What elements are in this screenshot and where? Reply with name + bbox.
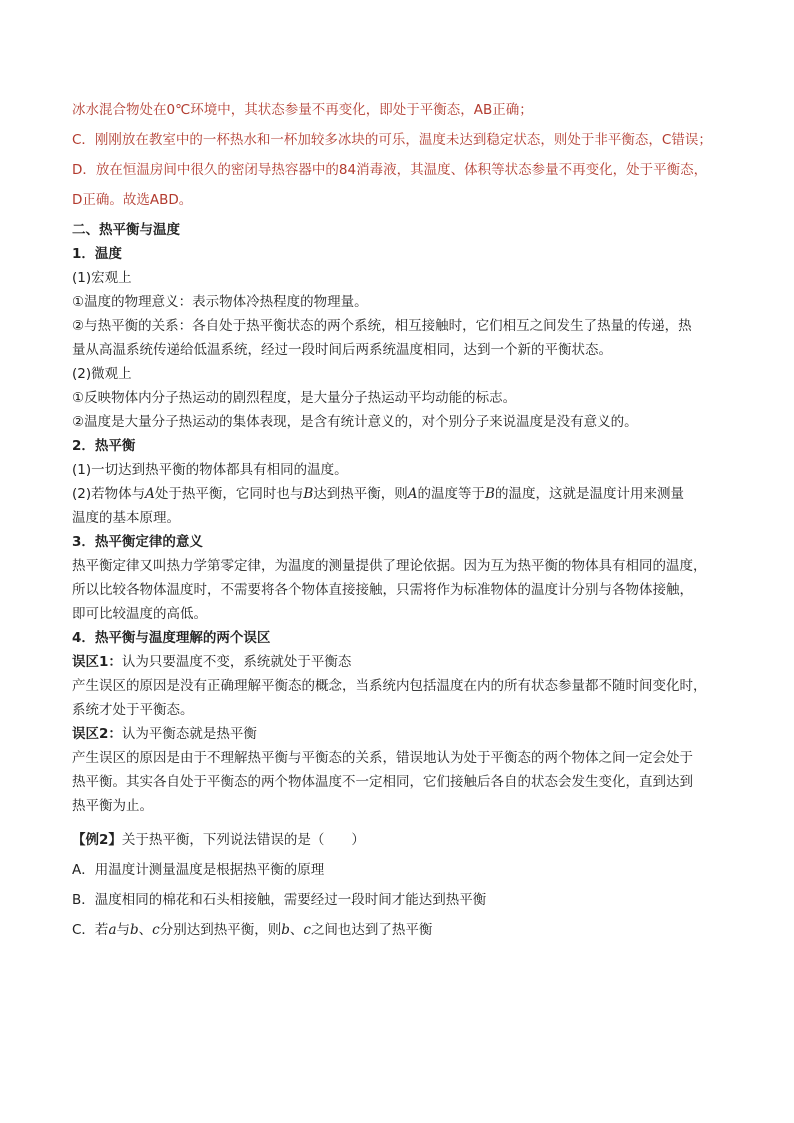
micro-point-2: ②温度是大量分子热运动的集体表现，是含有统计意义的，对个别分子来说温度是没有意义的。	[72, 414, 638, 430]
document-page	[72, 98, 722, 942]
answer-line-3: D．放在恒温房间中很久的密闭导热容器中的84消毒液，其温度、体积等状态参量不再变化，处于平衡态，	[72, 162, 708, 178]
text-fragment: 的温度等于	[417, 486, 486, 502]
law-paragraph-line-1: 热平衡定律又叫热力学第零定律，为温度的测量提供了理论依据。因为互为热平衡的物体具有相同的温度，	[72, 558, 707, 574]
misconception-2	[72, 722, 722, 746]
misconception-2-text: 认为平衡态就是热平衡	[121, 726, 257, 742]
symbol-b: B	[485, 486, 495, 502]
text-fragment: 的温度，这就是温度计用来测量	[494, 486, 684, 502]
symbol-a: A	[145, 486, 155, 502]
text-fragment: (2)若物体与	[72, 486, 146, 502]
equilibrium-point-1: (1)一切达到热平衡的物体都具有相同的温度。	[72, 462, 348, 478]
macro-point-1: ①温度的物理意义：表示物体冷热程度的物理量。	[72, 294, 368, 310]
text-fragment: 、	[289, 922, 304, 938]
answer-line-4: D正确。故选ABD。	[72, 192, 193, 208]
symbol-c: c	[152, 922, 160, 938]
text-fragment: C．若	[72, 922, 109, 938]
symbol-b: B	[303, 486, 314, 502]
text-fragment: 分别达到热平衡，则	[159, 922, 282, 938]
misconception-1-text: 认为只要温度不变，系统就处于平衡态	[121, 654, 352, 670]
text-fragment: 与	[116, 922, 130, 938]
law-paragraph-line-3: 即可比较温度的高低。	[72, 606, 207, 622]
symbol-c: c	[303, 922, 311, 938]
example-2-question	[72, 828, 722, 852]
subsection-thermal-equilibrium-title: 2．热平衡	[72, 438, 136, 454]
option-b: B．温度相同的棉花和石头相接触，需要经过一段时间才能达到热平衡	[72, 892, 487, 908]
micro-point-1: ①反映物体内分子热运动的剧烈程度，是大量分子热运动平均动能的标志。	[72, 390, 517, 406]
symbol-b: b	[130, 922, 139, 938]
symbol-b: b	[281, 922, 290, 938]
misconception-2-explain-3: 热平衡为止。	[72, 798, 153, 814]
misconception-1	[72, 650, 722, 674]
example-question-text: 关于热平衡，下列说法错误的是（ ）	[121, 832, 365, 848]
answer-line-2: C．刚刚放在教室中的一杯热水和一杯加较多冰块的可乐，温度未达到稳定状态，则处于非平衡态，C错误；	[72, 132, 712, 148]
misconception-2-explain-2: 热平衡。其实各自处于平衡态的两个物体温度不一定相同，它们接触后各自的状态会发生变化，直到达到	[72, 774, 693, 790]
subsection-misconceptions-title: 4．热平衡与温度理解的两个误区	[72, 630, 271, 646]
equilibrium-point-2a	[72, 482, 722, 506]
macro-point-2b: 量从高温系统传递给低温系统，经过一段时间后两系统温度相同，达到一个新的平衡状态。	[72, 342, 612, 358]
text-fragment: 达到热平衡，则	[313, 486, 408, 502]
text-fragment: 之间也达到了热平衡	[310, 922, 433, 938]
misconception-1-explain-1: 产生误区的原因是没有正确理解平衡态的概念，当系统内包括温度在内的所有状态参量都不随时间变化时，	[72, 678, 707, 694]
subsection-law-meaning-title: 3．热平衡定律的意义	[72, 534, 203, 550]
misconception-1-label: 误区1：	[72, 654, 122, 670]
text-fragment: 、	[138, 922, 153, 938]
misconception-1-explain-2: 系统才处于平衡态。	[72, 702, 194, 718]
symbol-a: A	[407, 486, 418, 502]
macro-point-2a: ②与热平衡的关系：各自处于热平衡状态的两个系统，相互接触时，它们相互之间发生了热量的传递，热	[72, 318, 692, 334]
text-fragment: 处于热平衡，它同时也与	[154, 486, 304, 502]
micro-label: (2)微观上	[72, 366, 132, 382]
misconception-2-label: 误区2：	[72, 726, 122, 742]
law-paragraph-line-2: 所以比较各物体温度时，不需要将各个物体直接接触，只需将作为标准物体的温度计分别与各物体接触，	[72, 582, 693, 598]
option-a: A．用温度计测量温度是根据热平衡的原理	[72, 862, 325, 878]
option-c	[72, 918, 722, 942]
example-label: 【例2】	[72, 832, 122, 848]
symbol-a: a	[108, 922, 117, 938]
misconception-2-explain-1: 产生误区的原因是由于不理解热平衡与平衡态的关系，错误地认为处于平衡态的两个物体之间一定会处于	[72, 750, 693, 766]
answer-line-1: 冰水混合物处在0℃环境中，其状态参量不再变化，即处于平衡态，AB正确；	[72, 102, 533, 118]
subsection-temperature-title: 1．温度	[72, 246, 122, 262]
section-heading: 二、热平衡与温度	[72, 222, 180, 238]
macro-label: (1)宏观上	[72, 270, 132, 286]
equilibrium-point-2b: 温度的基本原理。	[72, 510, 180, 526]
